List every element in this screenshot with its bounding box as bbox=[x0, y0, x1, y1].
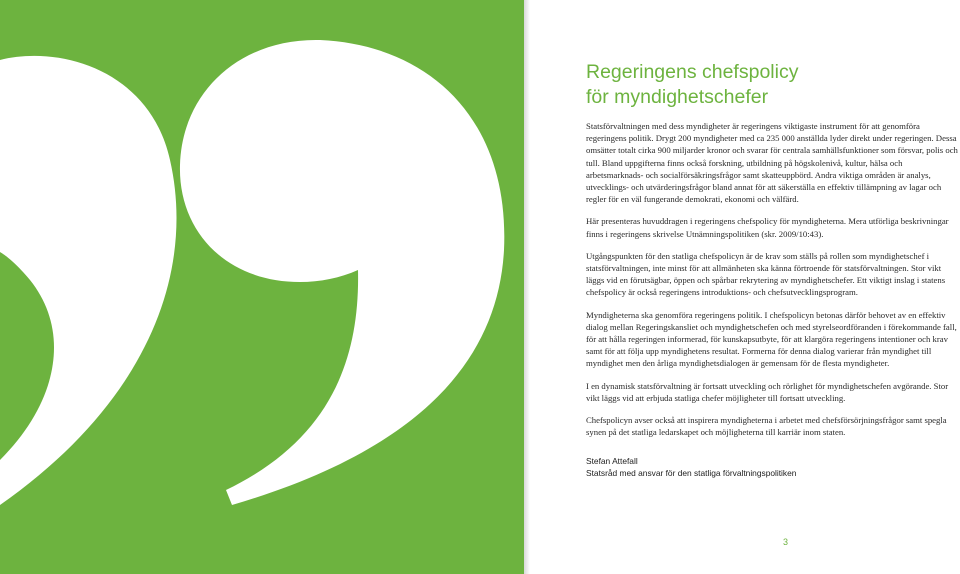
page-title bbox=[586, 60, 958, 110]
quote-mark-left bbox=[0, 56, 177, 505]
signature-block bbox=[586, 455, 796, 479]
signature-name: Stefan Attefall bbox=[586, 456, 638, 466]
signature-role: Statsråd med ansvar för den statliga förvaltningspolitiken bbox=[586, 468, 797, 478]
paragraph-dialog: Myndigheterna ska genomföra regeringens politik. I chefspolicyn betonas därför behovet av en effektiv dialog mellan Regeringskansliet och myndighetschefen och med styrelseordföranden i förekommande fall, för att hålla regeringen informerad, för kunskapsutbyte, för att klargöra regeringens intentioner och krav samt för att följa upp myndighetens resultat. Formerna för denna dialog varierar från myndighet till myndighet men den årliga myndighetsdialogen är gemensam för de flesta myndigheter. bbox=[586, 309, 957, 369]
paragraph-overview: Här presenteras huvuddragen i regeringens chefspolicy för myndigheterna. Mera utförliga beskrivningar finns i regeringens skrivelse Utnämningspolitiken (skr. 2009/10:43). bbox=[586, 216, 949, 239]
paragraph-starting-point: Utgångspunkten för den statliga chefspolicyn är de krav som ställs på rollen som myndighetschef i statsförvaltningen, inte minst för att allmänheten ska känna förtroende för statsförvaltningen. Stor vikt läggs vid en förutsägbar, öppen och spårbar rekrytering av myndighetschefer. Ett viktigt inslag i statens chefspolicy är också regeringens introduktions- och chefsutvecklingsprogram. bbox=[586, 250, 946, 298]
right-page bbox=[586, 0, 958, 574]
quote-mark-right bbox=[180, 40, 504, 505]
page-title-line-2: för myndighetschefer bbox=[586, 86, 769, 108]
paragraph-development: I en dynamisk statsförvaltning är fortsatt utveckling och rörlighet för myndighetschefen avgörande. Stor vikt läggs vid att erbjuda statliga chefer möjligheter till fortsatt utveckling. bbox=[586, 380, 949, 403]
body-text bbox=[586, 120, 958, 448]
page-title-line-1: Regeringens chefspolicy bbox=[586, 61, 799, 83]
paragraph-intro: Statsförvaltningen med dess myndigheter är regeringens viktigaste instrument för att genomföra regeringens politik. Drygt 200 myndigheter med ca 235 000 anställda lyder direkt under regeringen. Dessa omsätter totalt cirka 900 miljarder kronor och svarar för centrala samhällsfunktioner som försvar, polis och tull. Bland uppgifterna finns också forskning, utbildning på högskolenivå, kultur, hälsa och arbetsmarknads- och socialförsäkringsfrågor samt skatteuppbörd. Andra viktiga områden är analys, utvecklings- och utvärderingsfrågor bland annat för att säkerställa en effektiv tillämpning av lagar och regler för en väl fungerande demokrati, ekonomi och välfärd. bbox=[586, 121, 958, 205]
page-number: 3 bbox=[783, 537, 789, 547]
page-gutter bbox=[524, 0, 530, 574]
paragraph-inspiration: Chefspolicyn avser också att inspirera myndigheterna i arbetet med chefsförsörjningsfrågor samt spegla synen på det statliga ledarskapet och möjligheterna till karriär inom staten. bbox=[586, 415, 947, 438]
